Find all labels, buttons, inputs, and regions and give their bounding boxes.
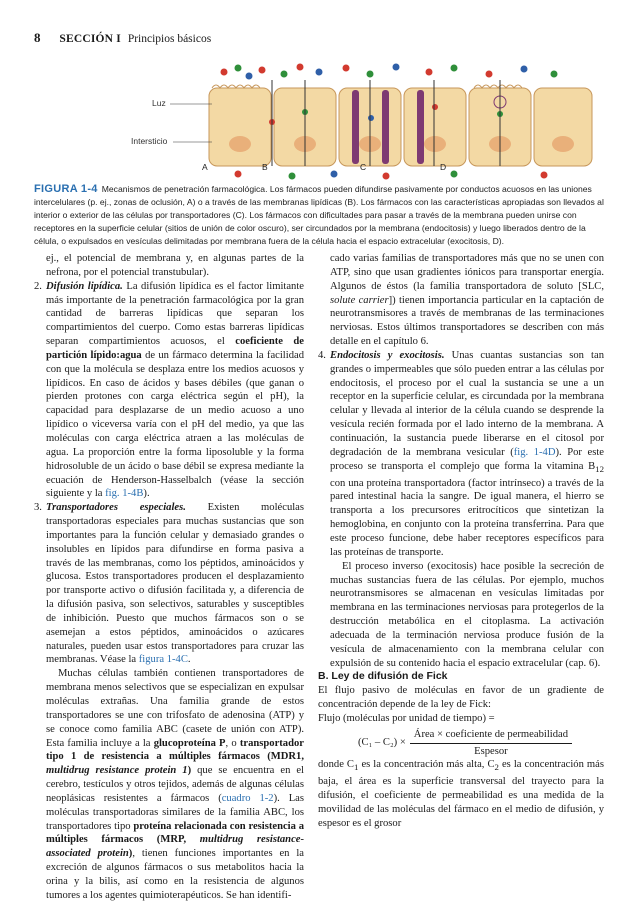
epithelial-cell [209, 88, 271, 166]
paragraph-fick-intro: El flujo pasivo de moléculas en favor de un gradiente de concentración depende de la ley de Fick: [318, 685, 604, 711]
fick-equation: (C₁ – C₂) × Área × coeficiente de permeabilidad Espesor [358, 728, 604, 759]
figure-ref-link[interactable]: figura 1-4C [138, 654, 188, 666]
figure-number: FIGURA 1-4 [34, 183, 98, 195]
page-number: 8 [34, 30, 41, 45]
left-column [34, 252, 304, 903]
paragraph-exocytosis: El proceso inverso (exocitosis) hace posible la secreción de muchas sustancias fuera de las células. Por ejemplo, muchos neurotransmisores se almacenan en vesículas limitadas por membrana en las terminaciones nerviosas para protegerlos de la destrucción metabólica en el citoplasma. La activación adecuada de la terminación nerviosa produce fusión de la vesícula de almacenamiento con la membrana celular con expulsión de su contenido hacia el espacio extracelular (cap. 6). [330, 560, 604, 669]
paragraph-continuation: ej., el potencial de membrana y, en algunas partes de la nefrona, por el potencial transtubular). [46, 253, 304, 278]
microvilli [474, 85, 522, 88]
panel-label-a: A [202, 162, 208, 172]
microvilli [212, 85, 260, 88]
figure-ref-link[interactable]: fig. 1-4B [105, 488, 144, 500]
panel-label-c: C [360, 162, 367, 172]
list-item-endocytosis: 4. Endocitosis y exocitosis. Unas cuantas sustancias son tan grandes o impermeables que sólo pueden entrar a las células por endocitosis, el proceso por el cual la sustancia se une a un receptor en la superficie celular, es circundada por la membrana celular y llevada al interior de la célula cuando se desprende la vesícula recién formada por el lado interno de la membrana. A continuación, la sustancia puede liberarse en el citosol por degradación de la membrana vesicular (fig. 1-4D). Por este proceso se transporta el complejo que forma la vitamina $B_{12}$ con una proteína transportadora (factor intrínseco) a través de la pared intestinal hacia la sangre. De igual manera, el hierro se transporta a los precursores eritrocíticos que sintetizan la hemoglobina, en conjunto con la proteína transferrina. Para que este proceso funcione, debe haber receptores específicos para las proteínas de transporte. [318, 349, 604, 558]
equation-line: Flujo (moléculas por unidad de tiempo) = [318, 712, 495, 724]
drug-permeation-figure [34, 62, 604, 182]
equation-numerator: Área × coeficiente de permeabilidad [410, 728, 572, 744]
list-item-lipid-diffusion: 2. Difusión lipídica. La difusión lipídica es el factor limitante más importante de la penetración farmacológica por la gran cantidad de barreras lipídicas que separan los compartimientos del cuerpo. Como estas barreras lipídicas separan compartimientos acuosos, el coeficiente de partición lípido:agua de un fármaco determina la facilidad con que la molécula se desplaza entre los medios acuosos y lipídicos. En caso de ácidos y bases débiles (que ganan o pierden protones con carga eléctrica según el pH), la capacidad para desplazarse de un medio acuoso a uno lipídico o viceversa varía con el pH del medio, ya que las moléculas con carga eléctrica atraen a las moléculas de agua. La proporción entre la forma liposoluble y la forma hidrosoluble de un ácido o base débil se expresa mediante la ecuación de Henderson-Hasselbalch (véase la sección siguiente y la fig. 1-4B). [34, 280, 305, 500]
right-column [318, 252, 604, 831]
transporter-protein [417, 90, 424, 164]
nucleus [424, 136, 446, 152]
intersticio-label: Intersticio [131, 136, 168, 146]
paragraph-continuation: cado varias familias de transportadores más que no se unen con ATP, sino que usan gradientes iónicos para transportar energía. Algunos de éstos (la familia transportadora de soluto [SLC, solute carrier]) tienen importancia particular en la captación de neurotransmisores a través de membranas de las terminaciones nerviosas. Estos últimos transportadores se describen con más detalle en el capítulo 6. [330, 253, 604, 348]
figure-caption [34, 183, 604, 248]
caption-text: Mecanismos de penetración farmacológica. Los fármacos pueden difundirse pasivamente por conductos acuosos en las uniones intercelulares (p. ej., zonas de oclusión, A) o a través de las membranas lipídicas (B). Los fármacos con las características apropiadas son llevados al interior o exterior de las células por transportadores (C). Los fármacos con dificultades para pasar a través de la membrana pueden unirse con receptores en la superficie celular (sitios de unión de color oscuro), ser circundados por la membrana (endocitosis) y luego liberados dentro de la célula, o expulsados en vesículas delimitadas por membrana fuera de la célula hacia el espacio extracelular (exocitosis, D). [34, 184, 604, 246]
paragraph-equation-terms: donde $C_1$ es la concentración más alta, $C_2$ es la concentración más baja, el área es la superficie transversal del trayecto para la difusión, el coeficiente de permeabilidad es una medida de la movilidad de las moléculas del fármaco en el medio de difusión, y espesor es el grosor [318, 759, 604, 829]
epithelial-cell [404, 88, 466, 166]
transporter-protein [352, 90, 359, 164]
cell-row [209, 85, 592, 166]
luz-label: Luz [152, 98, 166, 108]
equation-denominator: Espesor [474, 745, 508, 757]
nucleus [229, 136, 251, 152]
figure-ref-link[interactable]: fig. 1-4D [513, 446, 556, 458]
section-title: Principios básicos [127, 33, 212, 45]
section-label: SECCIÓN I [59, 33, 121, 45]
transporter-protein [382, 90, 389, 164]
epithelial-cell [534, 88, 592, 166]
table-ref-link[interactable]: cuadro 1-2 [221, 792, 274, 804]
paragraph-abc-transporters: Muchas células también contienen transportadores de membrana menos selectivos que se especializan en expulsar moléculas extrañas. Una familia grande de estos transportadores se une con trifosfato de adenosina (ATP) y se conoce como familia ABC (casete de unión con ATP). Esta familia incluye a la glucoproteína P, o transportador tipo 1 de resistencia a múltiples fármacos (MDR1, multidrug resistance protein 1) que se encuentra en el cerebro, testículos y otros tejidos, además de algunas células neoplásicas resistentes a fármacos (cuadro 1-2). Las moléculas transportadoras similares de la familia ABC, los transportadores tipo proteína relacionada con resistencia a múltiples fármacos (MRP, multidrug resistance-associated protein), tienen funciones importantes en la excreción de algunos fármacos o sus metabolitos hacia la orina y la bilis, así como en la resistencia de algunos tumores a los agentes quimioterapéuticos. Se han identifi- [46, 668, 305, 901]
panel-label-d: D [440, 162, 447, 172]
page-header [34, 30, 604, 50]
panel-label-b: B [262, 162, 268, 172]
section-heading-fick: B. Ley de difusión de Fick [318, 670, 448, 683]
nucleus [552, 136, 574, 152]
list-item-special-transporters: 3. Transportadores especiales. Existen moléculas transportadoras especiales para muchas sustancias que son importantes para la función celular y demasiado grandes o insolubles en lípidos para difundirse en forma pasiva a través de las membranas, como los péptidos, aminoácidos y glucosa. Estos transportadores producen el desplazamiento por transporte activo o difusión facilitada y, a diferencia de la difusión pasiva, son selectivos, saturables y susceptibles de inhibición. Puesto que muchos fármacos son o se asemejan a estos péptidos, aminoácidos o azúcares naturales, pueden usar estos transportadores para cruzar las membranas. Véase la figura 1-4C. [34, 502, 305, 666]
